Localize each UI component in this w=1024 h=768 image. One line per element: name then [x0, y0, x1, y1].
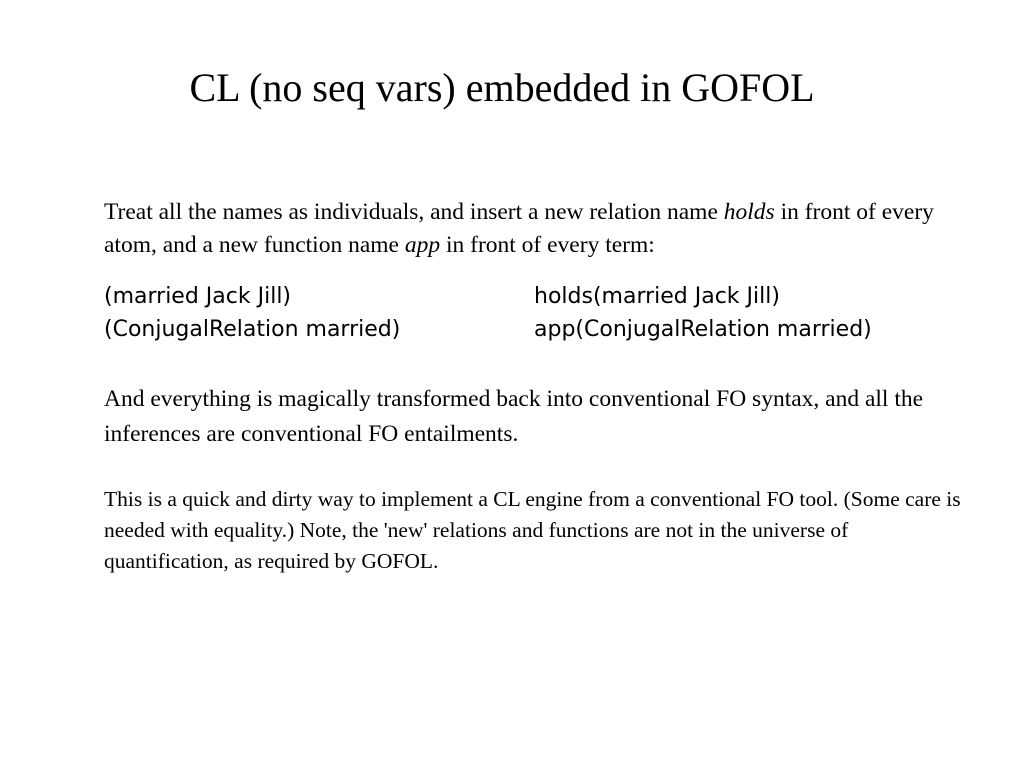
- slide-title: CL (no seq vars) embedded in GOFOL: [189, 65, 815, 110]
- implementation-note-paragraph: This is a quick and dirty way to implement a CL engine from a conventional FO tool. (Some care is needed with equality.) Note, the 'new' relations and functions are not in the universe of quantification, as required by GOFOL.: [104, 487, 961, 573]
- example-transformed: app(ConjugalRelation married): [534, 317, 872, 342]
- app-term: app: [404, 232, 441, 258]
- holds-term: holds: [723, 199, 775, 225]
- example-transformed: holds(married Jack Jill): [534, 284, 780, 309]
- example-row: [104, 313, 984, 346]
- intro-text-2: in front of every atom, and a new function name: [104, 199, 934, 258]
- intro-text-3: in front of every term:: [440, 232, 655, 258]
- example-row: [104, 280, 984, 313]
- intro-text-1: Treat all the names as individuals, and insert a new relation name: [104, 199, 724, 225]
- intro-paragraph: [104, 196, 964, 262]
- example-original: (married Jack Jill): [104, 284, 292, 309]
- transformation-paragraph: And everything is magically transformed back into conventional FO syntax, and all the inferences are conventional FO entailments.: [104, 386, 924, 447]
- example-original: (ConjugalRelation married): [104, 317, 401, 342]
